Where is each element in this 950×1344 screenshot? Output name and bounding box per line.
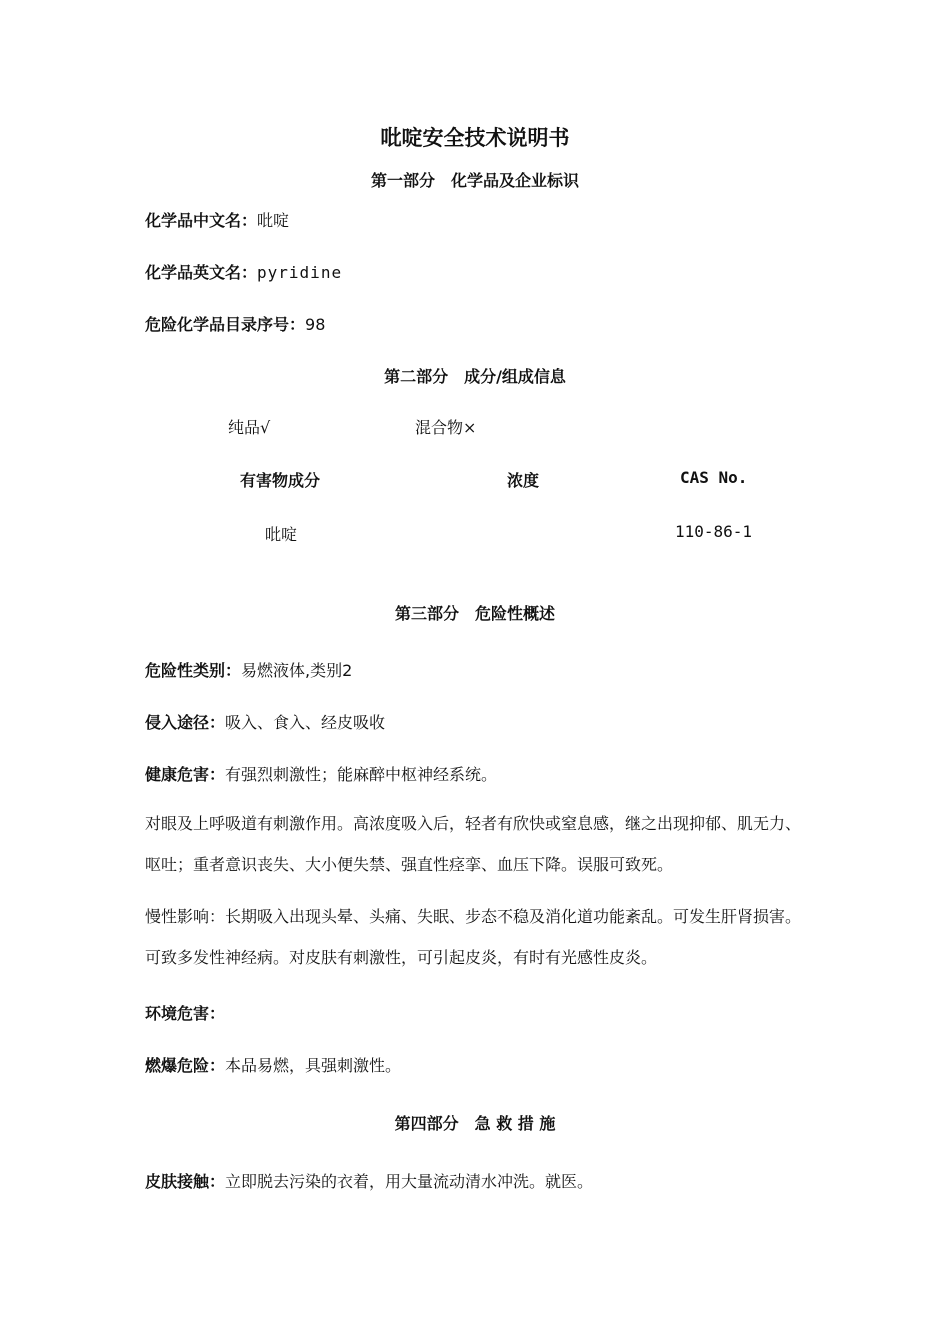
table-header-concentration: 浓度 <box>507 471 540 490</box>
field-label: 危险化学品目录序号： <box>145 315 306 334</box>
field-environment-hazard <box>145 1001 225 1024</box>
table-header-cas: CAS No. <box>680 468 748 487</box>
field-label: 皮肤接触： <box>145 1172 226 1191</box>
field-hazard-class <box>145 658 352 681</box>
field-health-hazard <box>145 762 497 785</box>
table-cell-component: 吡啶 <box>265 525 298 544</box>
field-label: 环境危害： <box>145 1004 226 1023</box>
field-value: 本品易燃，具强刺激性。 <box>225 1056 402 1075</box>
field-catalog-no <box>145 312 325 335</box>
document-title: 吡啶安全技术说明书 <box>380 126 570 150</box>
field-skin-contact <box>145 1169 593 1192</box>
field-value: pyridine <box>257 263 343 282</box>
section-heading-part4: 第四部分 急 救 措 施 <box>394 1114 556 1133</box>
field-value: 98 <box>305 315 326 334</box>
field-label: 燃爆危险： <box>145 1056 226 1075</box>
paragraph-chronic-effects: 慢性影响：长期吸入出现头晕、头痛、失眠、步态不稳及消化道功能紊乱。可发生肝肾损害。可致多发性神经病。对皮肤有刺激性，可引起皮炎，有时有光感性皮炎。 <box>145 907 802 967</box>
field-label: 化学品中文名： <box>145 211 258 230</box>
field-label: 化学品英文名： <box>145 263 258 282</box>
field-value: 立即脱去污染的衣着，用大量流动清水冲洗。就医。 <box>225 1172 594 1191</box>
table-cell-cas: 110-86-1 <box>675 522 753 541</box>
field-fire-hazard <box>145 1053 401 1076</box>
field-cn-name <box>145 208 289 231</box>
section-heading-part2: 第二部分 成分/组成信息 <box>384 367 566 386</box>
paragraph-health-detail: 对眼及上呼吸道有刺激作用。高浓度吸入后，轻者有欣快或窒息感，继之出现抑郁、肌无力、呕吐；重者意识丧失、大小便失禁、强直性痉挛、血压下降。误服可致死。 <box>145 814 802 874</box>
field-label: 危险性类别： <box>145 661 242 680</box>
field-value: 吡啶 <box>257 211 290 230</box>
pure-indicator: 纯品√ <box>228 418 271 437</box>
field-exposure-route <box>145 710 385 733</box>
field-value: 吸入、食入、经皮吸收 <box>225 713 386 732</box>
mixture-indicator: 混合物× <box>415 418 477 437</box>
section-heading-part1: 第一部分 化学品及企业标识 <box>370 171 579 190</box>
table-header-component: 有害物成分 <box>240 471 321 490</box>
field-label: 侵入途径： <box>145 713 226 732</box>
field-value: 易燃液体,类别2 <box>241 661 353 680</box>
field-value: 有强烈刺激性；能麻醉中枢神经系统。 <box>225 765 498 784</box>
field-label: 健康危害： <box>145 765 226 784</box>
section-heading-part3: 第三部分 危险性概述 <box>394 604 555 623</box>
field-en-name <box>145 260 342 283</box>
